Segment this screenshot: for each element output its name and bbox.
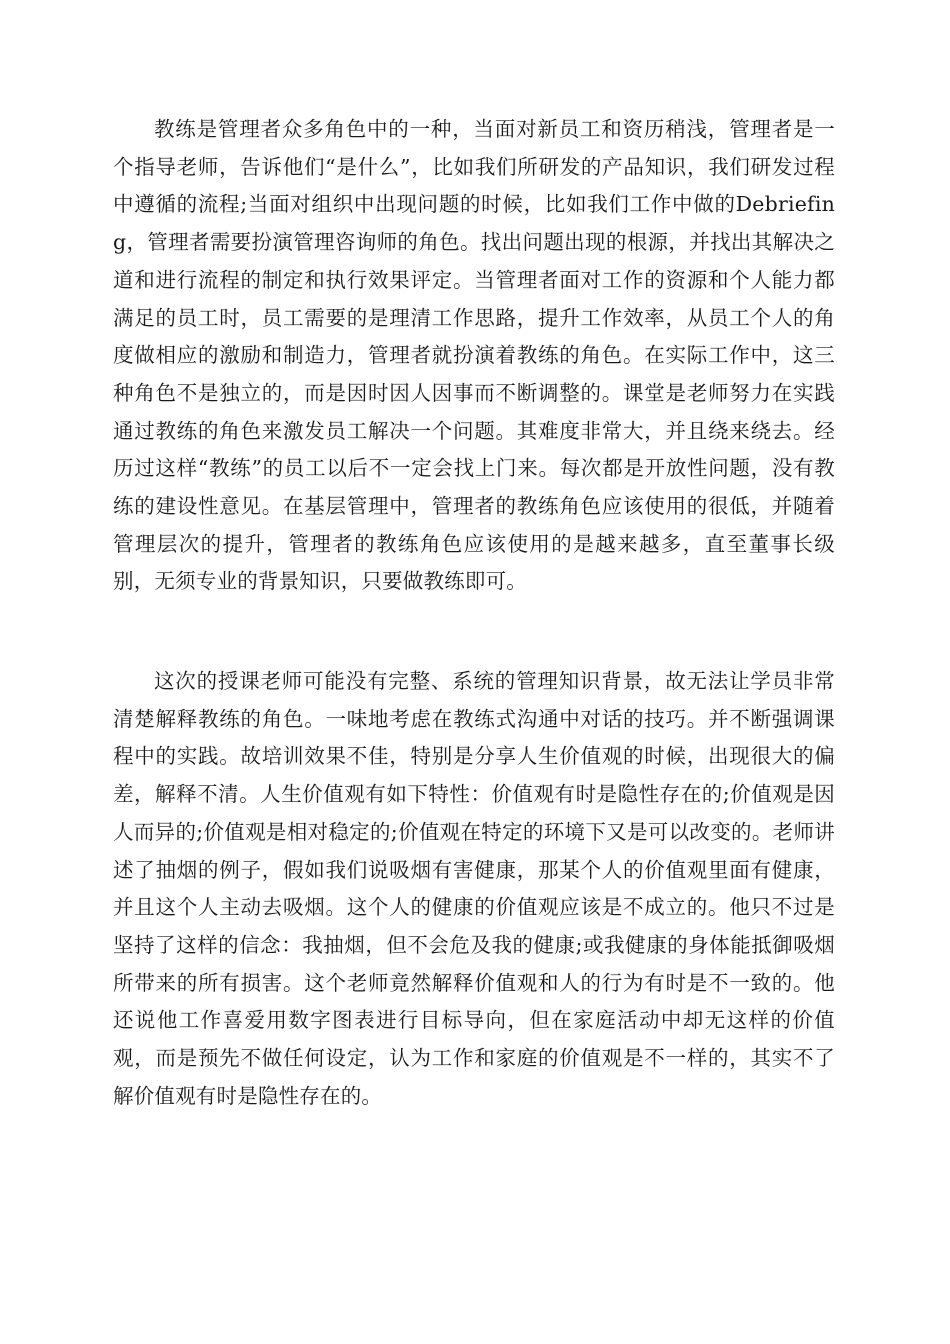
body-paragraph-1: 教练是管理者众多角色中的一种，当面对新员工和资历稍浅，管理者是一个指导老师，告诉他们“是什么”，比如我们所研发的产品知识，我们研发过程中遵循的流程;当面对组织中出现问题的时候，比如我们工作中做的Debriefing，管理者需要扮演管理咨询师的角色。找出问题出现的根源，并找出其解决之道和进行流程的制定和执行效果评定。当管理者面对工作的资源和个人能力都满足的员工时，员工需要的是理清工作思路，提升工作效率，从员工个人的角度做相应的激励和制造力，管理者就扮演着教练的角色。在实际工作中，这三种角色不是独立的，而是因时因人因事而不断调整的。课堂是老师努力在实践通过教练的角色来激发员工解决一个问题。其难度非常大，并且绕来绕去。经历过这样“教练”的员工以后不一定会找上门来。每次都是开放性问题，没有教练的建设性意见。在基层管理中，管理者的教练角色应该使用的很低，并随着管理层次的提升，管理者的教练角色应该使用的是越来越多，直至董事长级别，无须专业的背景知识，只要做教练即可。 [113,117,835,594]
body-paragraph-2: 这次的授课老师可能没有完整、系统的管理知识背景，故无法让学员非常清楚解释教练的角色。一味地考虑在教练式沟通中对话的技巧。并不断强调课程中的实践。故培训效果不佳，特别是分享人生价值观的时候，出现很大的偏差，解释不清。人生价值观有如下特性：价值观有时是隐性存在的;价值观是因人而异的;价值观是相对稳定的;价值观在特定的环境下又是可以改变的。老师讲述了抽烟的例子，假如我们说吸烟有害健康，那某个人的价值观里面有健康，并且这个人主动去吸烟。这个人的健康的价值观应该是不成立的。他只不过是坚持了这样的信念：我抽烟，但不会危及我的健康;或我健康的身体能抵御吸烟所带来的所有损害。这个老师竟然解释价值观和人的行为有时是不一致的。他还说他工作喜爱用数字图表进行目标导向，但在家庭活动中却无这样的价值观，而是预先不做任何设定，认为工作和家庭的价值观是不一样的，其实不了解价值观有时是隐性存在的。 [113,669,835,1108]
